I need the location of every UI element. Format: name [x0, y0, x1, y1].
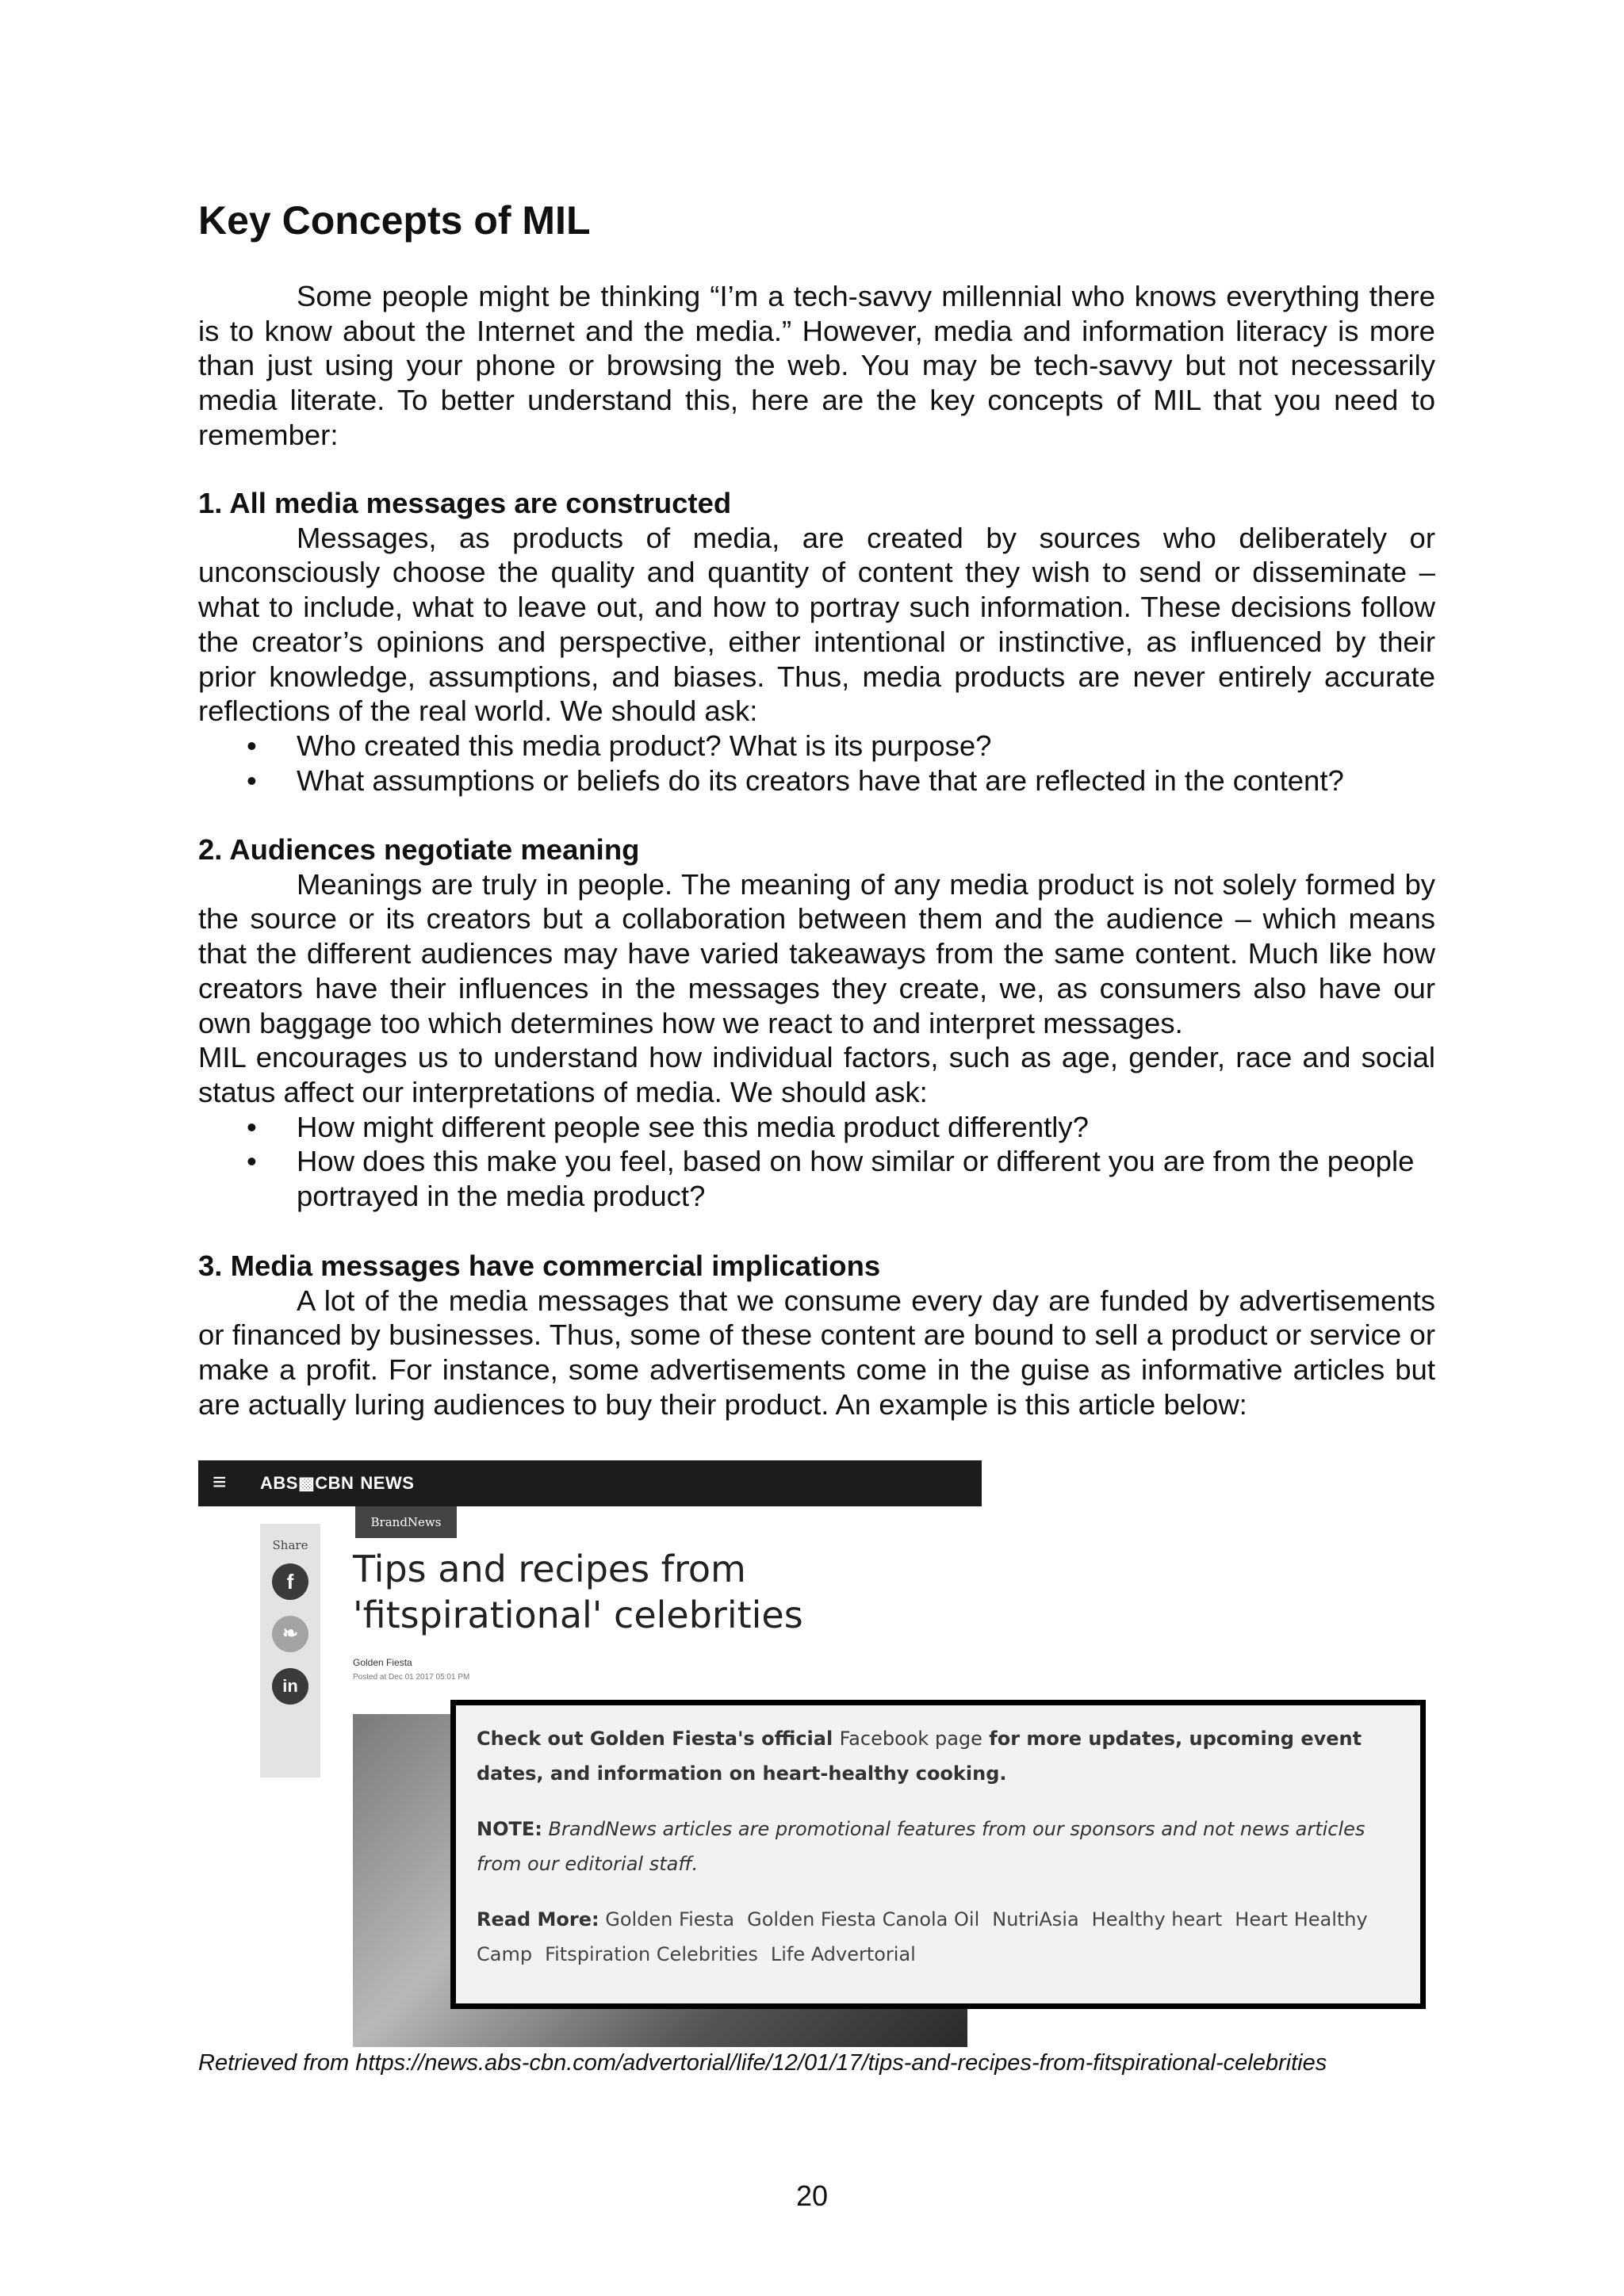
article-timestamp: Posted at Dec 01 2017 05:01 PM — [353, 1673, 470, 1682]
section-1 — [198, 486, 1435, 798]
bullet-item: • How does this make you feel, based on how similar or different you are from the people portrayed in the media product? — [247, 1145, 1415, 1213]
section-paragraph: A lot of the media messages that we consume every day are funded by advertisements or financed by businesses. Thus, some of these content are bound to sell a product or service or make a profit. For instance, some advertisements come in the guise as informative articles but are actually luring audiences to buy their product. An example is this article below: — [198, 1284, 1435, 1421]
section-title: 2. Audiences negotiate meaning — [198, 833, 640, 866]
facebook-icon: f — [272, 1563, 308, 1600]
bullet-icon: • — [247, 763, 257, 797]
site-logo: ABS▩CBN NEWS — [260, 1473, 415, 1493]
bullet-list — [198, 1110, 1435, 1214]
tag-link: NutriAsia — [992, 1908, 1079, 1931]
tag-link: Heart Healthy Camp — [477, 1908, 1368, 1965]
section-title: 3. Media messages have commercial implications — [198, 1249, 881, 1282]
section-paragraph: MIL encourages us to understand how individual factors, such as age, gender, race and social status affect our interpretations of media. We should ask: — [198, 1041, 1435, 1108]
read-more-tags: Read More: Golden Fiesta Golden Fiesta Canola Oil NutriAsia Healthy heart Heart Healthy Camp Fitspiration Celebrities Life Advertorial — [477, 1908, 1368, 1965]
highlighted-callout — [450, 1700, 1426, 2009]
section-paragraph: Messages, as products of media, are created by sources who deliberately or unconsciously choose the quality and quantity of content they wish to send or disseminate – what to include, what to leave out, and how to portray such information. These decisions follow the creator’s opinions and perspective, either intentional or instinctive, as influenced by their prior knowledge, assumptions, and biases. Thus, media products are never entirely accurate reflections of the real world. We should ask: — [198, 521, 1435, 728]
article-screenshot — [198, 1460, 1368, 2047]
article-author: Golden Fiesta — [353, 1657, 412, 1668]
intro-paragraph: Some people might be thinking “I’m a tech-savvy millennial who knows everything there is to know about the Internet and the media.” However, media and information literacy is more than just using your phone or browsing the web. You may be tech-savvy but not necessarily media literate. To better understand this, here are the key concepts of MIL that you need to remember: — [198, 280, 1435, 451]
callout-message: Check out Golden Fiesta's official Facebook page for more updates, upcoming event dates, and information on heart-healthy cooking. — [477, 1728, 1362, 1785]
share-label: Share — [272, 1538, 308, 1552]
page-heading: Key Concepts of MIL — [198, 198, 591, 243]
tag-link: Healthy heart — [1091, 1908, 1223, 1931]
site-header-bar — [198, 1460, 982, 1506]
figure-caption: Retrieved from https://news.abs-cbn.com/advertorial/life/12/01/17/tips-and-recipes-from-fitspirational-celebrities — [198, 2050, 1327, 2076]
tag-link: Fitspiration Celebrities — [545, 1943, 758, 1965]
bullet-icon: • — [247, 1145, 257, 1178]
section-paragraph: Meanings are truly in people. The meaning of any media product is not solely formed by the source or its creators but a collaboration between them and the audience – which means that the different audiences may have varied takeaways from the same content. Much like how creators have their influences in the messages they create, we, as consumers also have our own baggage too which determines how we react to and interpret messages. — [198, 867, 1435, 1039]
bullet-item: • What assumptions or beliefs do its creators have that are reflected in the content? — [247, 763, 1344, 797]
article-title: Tips and recipes from 'fitspirational' celebrities — [353, 1548, 803, 1636]
section-3 — [198, 1249, 1435, 1422]
section-title: 1. All media messages are constructed — [198, 487, 732, 519]
section-2 — [198, 832, 1435, 1214]
callout-note: NOTE: BrandNews articles are promotional features from our sponsors and not news articles from our editorial staff. — [477, 1818, 1365, 1875]
bullet-icon: • — [247, 729, 257, 762]
tag-link: Golden Fiesta Canola Oil — [747, 1908, 980, 1931]
intro-block — [198, 279, 1435, 453]
bullet-item: • How might different people see this media product differently? — [247, 1110, 1089, 1143]
page-number: 20 — [795, 2179, 829, 2212]
bullet-icon: • — [247, 1110, 257, 1143]
bullet-item: • Who created this media product? What is its purpose? — [247, 729, 992, 762]
twitter-icon: ❧ — [272, 1616, 308, 1652]
tag-link: Golden Fiesta — [605, 1908, 735, 1931]
section-label: BrandNews — [355, 1506, 457, 1538]
hamburger-menu-icon: ≡ — [213, 1469, 227, 1495]
bullet-list — [198, 729, 1435, 798]
linkedin-icon: in — [272, 1668, 308, 1705]
tag-link: Life Advertorial — [770, 1943, 916, 1965]
share-panel — [260, 1524, 320, 1777]
